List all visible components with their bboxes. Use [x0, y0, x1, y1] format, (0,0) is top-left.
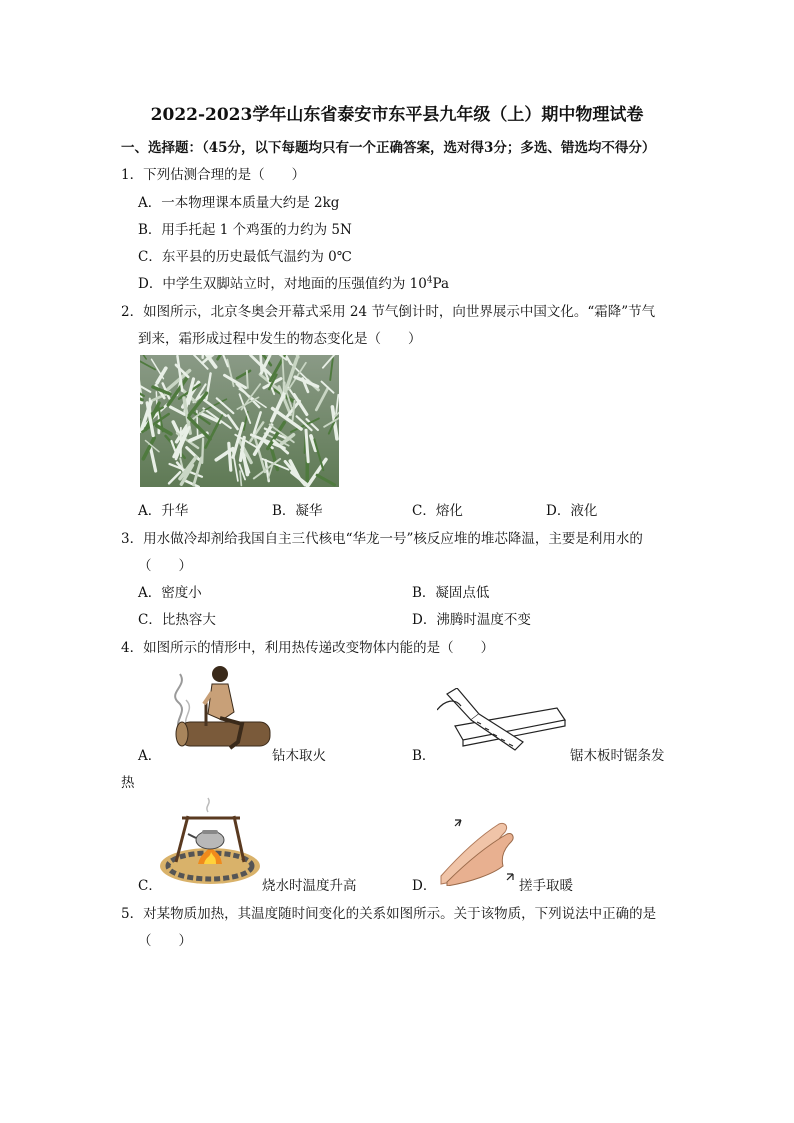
q3-stem-line1: 3．用水做冷却剂给我国自主三代核电“华龙一号”核反应堆的堆芯降温，主要是利用水的 — [121, 531, 643, 547]
q3-stem-line2: （ ） — [138, 558, 192, 574]
frost-grass-image — [140, 355, 339, 487]
sawing-wood-image — [437, 688, 567, 752]
page-title: 2022-2023学年山东省泰安市东平县九年级（上）期中物理试卷 — [150, 105, 644, 125]
q3-option-c: C．比热容大 — [138, 612, 216, 628]
q2-stem-line2: 到来，霜形成过程中发生的物态变化是（ ） — [138, 331, 422, 347]
q4-stem: 4．如图所示的情形中，利用热传递改变物体内能的是（ ） — [121, 640, 495, 656]
q4-option-d-label: D． — [412, 878, 437, 894]
q1-option-a: A．一本物理课本质量大约是 2kg — [138, 195, 340, 211]
q4-option-d-text: 搓手取暖 — [519, 878, 573, 894]
q1-option-c: C．东平县的历史最低气温约为 0℃ — [138, 249, 352, 265]
q4-option-a-text: 钻木取火 — [272, 748, 326, 764]
q2-stem-line1: 2．如图所示，北京冬奥会开幕式采用 24 节气倒计时，向世界展示中国文化。“霜降”节气 — [121, 304, 656, 320]
q5-stem-line2: （ ） — [138, 933, 192, 949]
boiling-kettle-fire-image — [158, 796, 262, 888]
drilling-wood-fire-image — [160, 662, 272, 754]
q2-option-c: C．熔化 — [412, 503, 463, 519]
section-heading: 一、选择题：（45分，以下每题均只有一个正确答案，选对得3分；多选、错选均不得分） — [121, 140, 656, 156]
q2-option-a: A．升华 — [138, 503, 189, 519]
q3-option-a: A．密度小 — [138, 585, 202, 601]
q1-option-b: B．用手托起 1 个鸡蛋的力约为 5N — [138, 222, 352, 238]
q3-option-d: D．沸腾时温度不变 — [412, 612, 531, 628]
q4-option-c-label: C． — [138, 878, 162, 894]
q1-option-d: D．中学生双脚站立时，对地面的压强值约为 $10^4Pa$ — [138, 275, 450, 292]
q2-option-b: B．凝华 — [272, 503, 323, 519]
rubbing-hands-image — [437, 818, 517, 886]
q4-option-b-text-line2: 热 — [121, 775, 135, 791]
q4-option-b-text-line1: 锯木板时锯条发 — [570, 748, 665, 764]
q4-option-a-label: A． — [138, 748, 162, 764]
q2-option-d: D．液化 — [546, 503, 598, 519]
q1-stem: 1．下列估测合理的是（ ） — [121, 167, 306, 183]
q4-option-c-text: 烧水时温度升高 — [262, 878, 357, 894]
q4-option-b-label: B． — [412, 748, 436, 764]
q5-stem-line1: 5．对某物质加热，其温度随时间变化的关系如图所示。关于该物质，下列说法中正确的是 — [121, 906, 657, 922]
q3-option-b: B．凝固点低 — [412, 585, 490, 601]
